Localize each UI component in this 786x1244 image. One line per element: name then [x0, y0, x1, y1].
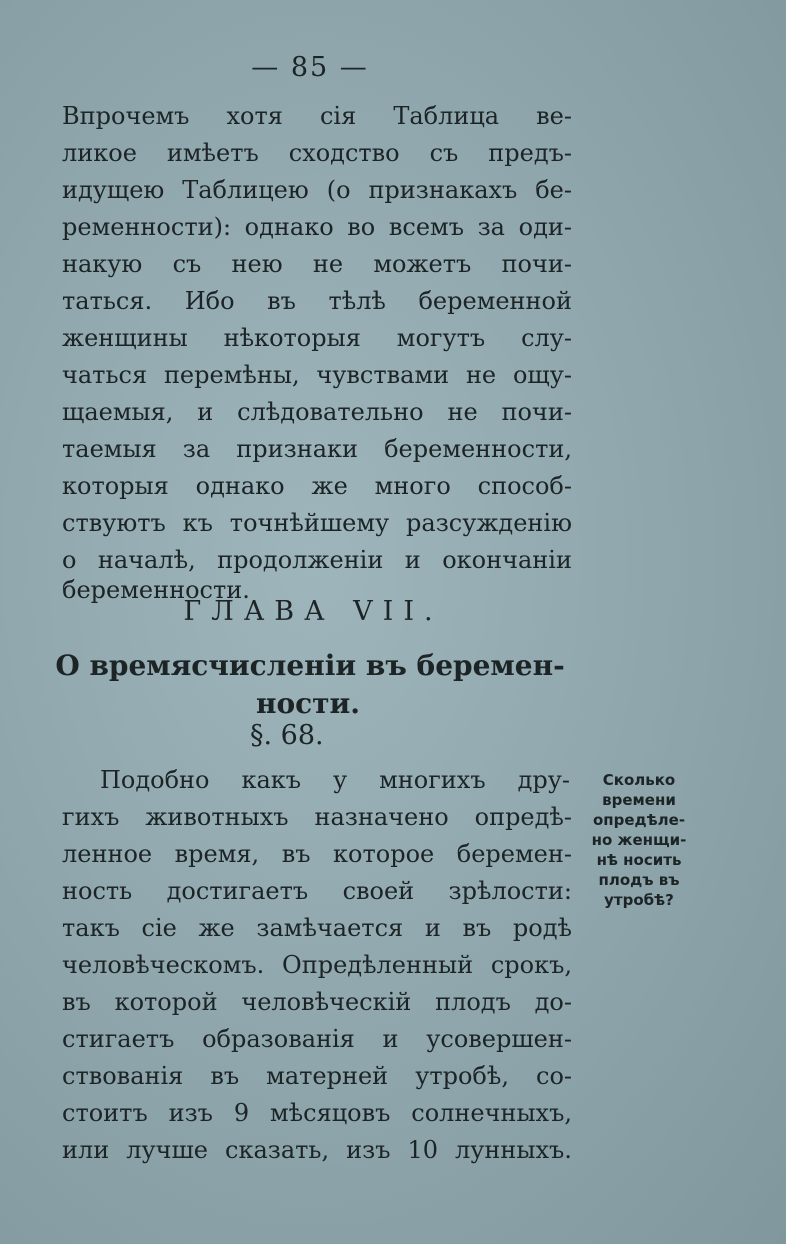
text-line: идущею Таблицею (о признакахъ бе-	[62, 176, 572, 204]
text-line: такъ сіе же замѣчается и въ родѣ	[62, 914, 572, 942]
text-line: стигаетъ образованія и усовершен-	[62, 1025, 572, 1053]
text-line: Впрочемъ хотя сія Таблица ве-	[62, 102, 572, 130]
text-line: женщины нѣкоторыя могутъ слу-	[62, 324, 572, 352]
chapter-heading: ГЛАВА VII.	[183, 596, 443, 627]
last-word: беременности.	[62, 576, 250, 604]
text-line-last	[62, 553, 572, 604]
margin-note-line: но женщи-	[591, 831, 687, 849]
text-line: ствуютъ къ точнѣйшему разсужденію	[62, 509, 572, 537]
text-line: или лучше сказать, изъ 10 лунныхъ.	[62, 1136, 572, 1164]
margin-note-line: нѣ носить	[596, 851, 682, 869]
margin-note-line: плодъ въ	[598, 871, 680, 889]
text-line: таться. Ибо въ тѣлѣ беременной	[62, 287, 572, 315]
text-line: щаемыя, и слѣдовательно не почи-	[62, 398, 572, 426]
text-line: таемыя за признаки беременности,	[62, 435, 572, 463]
margin-note-line: опредѣле-	[592, 811, 686, 829]
text-line: ность достигаетъ своей зрѣлости:	[62, 877, 572, 905]
text-line: ленное время, въ которое беремен-	[62, 840, 572, 868]
section-mark: §. 68.	[250, 720, 324, 751]
text-line: накую съ нею не можетъ почи-	[62, 250, 572, 278]
margin-note	[574, 770, 704, 910]
text-line: Подобно какъ у многихъ дру-	[100, 766, 570, 794]
chapter-title-line: О времясчисленіи въ беремен-	[55, 649, 565, 682]
text-line: чаться перемѣны, чувствами не ощу-	[62, 361, 572, 389]
text-line: ременности): однако во всемъ за оди-	[62, 213, 572, 241]
text-line: человѣческомъ. Опредѣленный срокъ,	[62, 951, 572, 979]
text-line: которыя однако же много способ-	[62, 472, 572, 500]
margin-note-line: времени	[602, 791, 676, 809]
text-line: ликое имѣетъ сходство съ предъ-	[62, 139, 572, 167]
text-line: ствованія въ матерней утробѣ, со-	[62, 1062, 572, 1090]
page-number: — 85 —	[251, 52, 369, 83]
text-line: въ которой человѣческій плодъ до-	[62, 988, 572, 1016]
text-line: гихъ животныхъ назначено опредѣ-	[62, 803, 572, 831]
margin-note-line: Сколько	[602, 771, 676, 789]
chapter-title-line: ности.	[255, 687, 361, 720]
margin-note-line: утробѣ?	[604, 891, 674, 909]
text-line: о началѣ, продолженіи и окончаніи	[62, 546, 572, 574]
text-line: стоитъ изъ 9 мѣсяцовъ солнечныхъ,	[62, 1099, 572, 1127]
